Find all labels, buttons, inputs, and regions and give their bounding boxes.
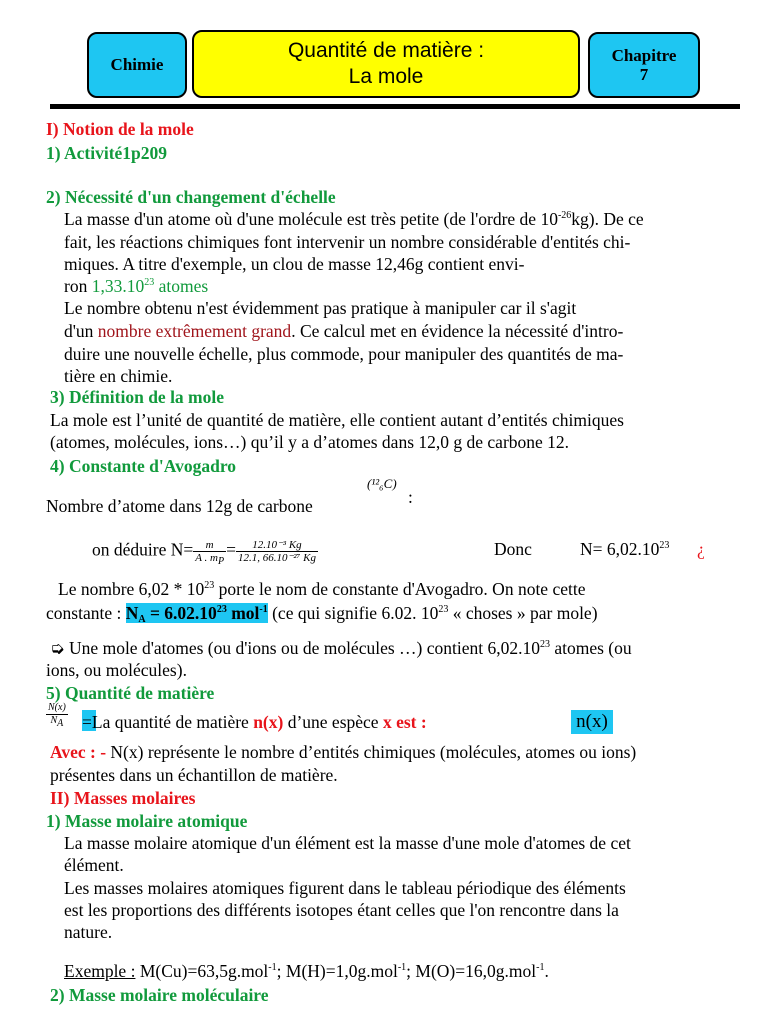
deduction-equation: on déduire N= $\frac{m}{A . m_P}$ = $\frac{\text{12.10⁻³ Kg}}{\text{12.1, 66.10⁻²⁷ Kg}}$ bbox=[92, 539, 316, 567]
colon: : bbox=[408, 487, 413, 507]
subsection-4-title: 4) Constante d'Avogadro bbox=[50, 456, 237, 476]
paragraph-line: La mole est l’unité de quantité de matière, elle contient autant d’entités chimiques bbox=[50, 410, 624, 430]
activity-heading: 1) Activité1p209 bbox=[46, 143, 168, 163]
chapter-number: 7 bbox=[639, 65, 649, 84]
paragraph-line: ions, ou molécules). bbox=[46, 660, 187, 680]
subject-box bbox=[87, 32, 187, 98]
fraction-numeric: $\frac{\text{12.10⁻³ Kg}}{\text{12.1, 66.10⁻²⁷ Kg}}$ bbox=[237, 539, 316, 564]
paragraph-line: ron 1,33.10$^{23}$ atomes bbox=[64, 276, 209, 296]
paragraph-line: duire une nouvelle échelle, plus commode, pour manipuler des quantités de ma- bbox=[64, 344, 624, 364]
highlight-large-number: nombre extrêmement grand bbox=[97, 321, 292, 341]
carbon-line: Nombre d’atome dans 12g de carbone bbox=[46, 496, 313, 516]
paragraph-line: nature. bbox=[64, 922, 113, 942]
chapter-label: Chapitre bbox=[611, 46, 677, 65]
question-mark: ¿ bbox=[697, 539, 705, 559]
fraction-m-over-amp: $\frac{m}{A . m_P}$ bbox=[195, 539, 225, 567]
avogadro-result: $N= 6,02.10^{23}$ bbox=[580, 539, 670, 559]
subsection-molecular-molar-mass: 2) Masse molaire moléculaire bbox=[50, 985, 269, 1005]
subject-label: Chimie bbox=[110, 55, 164, 74]
paragraph-line: La masse d'un atome où d'une molécule est très petite (de l'ordre de $10^{-26}kg$). De ce bbox=[64, 209, 644, 229]
chapter-box bbox=[588, 32, 700, 98]
avogadro-constant-highlight: $N_A = 6.02.10^{23}$ mol$^{-1}$ bbox=[125, 603, 268, 625]
carbon-12-symbol: (¹²₆C) bbox=[367, 476, 397, 491]
paragraph-line: d'un nombre extrêmement grand. Ce calcul met en évidence la nécessité d'intro- bbox=[64, 321, 624, 341]
pointing-hand-icon: ➭ bbox=[50, 638, 65, 658]
example-line: Exemple : M(Cu)=63,5g.mol$^{-1}$; M(H)=1,0g.mol$^{-1}$; M(O)=16,0g.mol$^{-1}$. bbox=[64, 961, 549, 981]
nx-highlight-box: n(x) bbox=[571, 710, 613, 734]
paragraph-line: (atomes, molécules, ions…) qu’il y a d’atomes dans 12,0 g de carbone 12. bbox=[50, 432, 570, 452]
subsection-5-title: 5) Quantité de matière bbox=[46, 683, 215, 703]
paragraph-line: élément. bbox=[64, 855, 124, 875]
quantity-definition: =La quantité de matière n(x) d’une espèce x est : bbox=[82, 712, 427, 732]
title-line-2: La mole bbox=[348, 65, 424, 88]
section-2-title: II) Masses molaires bbox=[50, 788, 196, 808]
paragraph-line: est les proportions des différents isotopes étant celles que l'on rencontre dans la bbox=[64, 900, 619, 920]
header-divider bbox=[50, 104, 740, 109]
fraction-nx-over-na: $\frac{N(x)}{N_A}$ bbox=[48, 702, 66, 729]
avec-line: Avec : - N(x) représente le nombre d’entités chimiques (molécules, atomes ou ions) bbox=[50, 742, 637, 762]
paragraph-line: Le nombre $6,02 * 10^{23}$ porte le nom de constante d'Avogadro. On note cette bbox=[58, 579, 586, 599]
section-1-title: I) Notion de la mole bbox=[46, 119, 194, 139]
paragraph-line: présentes dans un échantillon de matière. bbox=[50, 765, 338, 785]
paragraph-line: tière en chimie. bbox=[64, 366, 173, 386]
paragraph-line: Les masses molaires atomiques figurent dans le tableau périodique des éléments bbox=[64, 878, 626, 898]
avogadro-constant-line: constante : $N_A = 6.02.10^{23}$ mol$^{-1}$ (ce qui signifie 6.02. $10^{23}$ « choses » par mole) bbox=[46, 603, 598, 625]
donc-label: Donc bbox=[494, 539, 532, 559]
subsection-3-title: 3) Définition de la mole bbox=[50, 387, 225, 407]
paragraph-line: fait, les réactions chimiques font intervenir un nombre considérable d'entités chi- bbox=[64, 232, 631, 252]
paragraph-line: Le nombre obtenu n'est évidemment pas pratique à manipuler car il s'agit bbox=[64, 298, 577, 318]
atom-count: 1,33.10 bbox=[91, 276, 145, 296]
subsection-atomic-molar-mass: 1) Masse molaire atomique bbox=[46, 811, 248, 831]
title-line-1: Quantité de matière : bbox=[287, 39, 485, 62]
paragraph-line: miques. A titre d'exemple, un clou de masse 12,46g contient envi- bbox=[64, 254, 525, 274]
paragraph-line: ➭ Une mole d'atomes (ou d'ions ou de molécules …) contient 6,02.10$^{23}$ atomes (ou bbox=[50, 638, 632, 658]
paragraph-line: La masse molaire atomique d'un élément est la masse d'une mole d'atomes de cet bbox=[64, 833, 631, 853]
subsection-2-title: 2) Nécessité d'un changement d'échelle bbox=[46, 187, 336, 207]
title-box bbox=[192, 30, 580, 98]
